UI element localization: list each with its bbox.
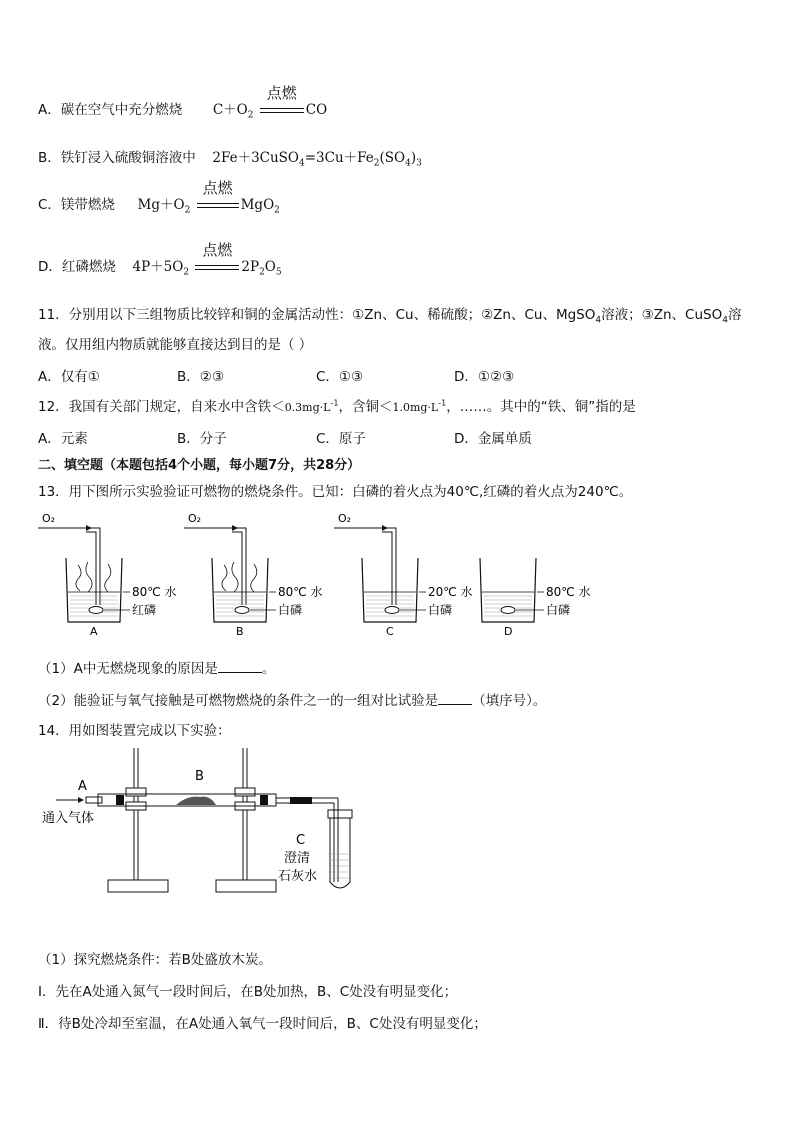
svg-text:80℃ 水: 80℃ 水: [546, 585, 591, 599]
answer-blank[interactable]: [218, 660, 262, 673]
svg-text:白磷: 白磷: [546, 603, 571, 617]
svg-text:红磷: 红磷: [132, 603, 157, 617]
o2-label: O₂: [42, 512, 56, 525]
q13-figure: [38, 510, 608, 640]
equation: $Mg+O_2$ 点燃 MgO$_2$: [137, 179, 280, 216]
q14-step1: Ⅰ．先在A处通入氮气一段时间后，在B处加热，B、C处没有明显变化；: [38, 984, 458, 1000]
answer-blank[interactable]: [438, 692, 472, 705]
equation: $C+O_2$ 点燃 CO: [212, 84, 328, 121]
q14-sub1: （1）探究燃烧条件：若B处盛放木炭。: [38, 952, 272, 968]
svg-text:白磷: 白磷: [428, 603, 453, 617]
svg-text:白磷: 白磷: [278, 603, 303, 617]
beaker-c: [334, 512, 473, 638]
svg-text:D: D: [504, 625, 513, 638]
svg-text:C: C: [296, 833, 306, 848]
svg-text:20℃ 水: 20℃ 水: [428, 585, 473, 599]
svg-text:80℃ 水: 80℃ 水: [278, 585, 323, 599]
question-11: 11．分别用以下三组物质比较锌和铜的金属活动性：①Zn、Cu、稀硫酸；②Zn、Cu、MgSO$_4$溶液；③Zn、CuSO$_4$溶: [38, 307, 742, 326]
q13-sub2: （2）能验证与氧气接触是可燃物燃烧的条件之一的一组对比试验是 （填序号）。: [38, 693, 547, 709]
svg-text:澄清: 澄清: [284, 851, 311, 866]
question-12: 12．我国有关部门规定，自来水中含铁$<0.3mg\cdot L^{-1}$，含铜$<1.0mg\cdot L^{-1}$，……。其中的“铁、铜”指的是: [38, 398, 636, 415]
option-11c: C．①③: [316, 369, 364, 385]
equation: $2Fe+3CuSO_4=3Cu+Fe_2(SO_4)_3$: [212, 150, 422, 169]
svg-text:C: C: [386, 625, 394, 638]
option-10b: B．铁钉浸入硫酸铜溶液中 $2Fe+3CuSO_4=3Cu+Fe_2(SO_4)_3$: [38, 150, 422, 169]
svg-text:O₂: O₂: [188, 512, 202, 525]
option-12a: A．元素: [38, 431, 88, 447]
svg-text:80℃ 水: 80℃ 水: [132, 585, 177, 599]
option-12b: B．分子: [177, 431, 227, 447]
condition-arrow: 点燃: [197, 197, 239, 213]
beaker-b: [184, 512, 323, 638]
option-11d: D．①②③: [454, 369, 515, 385]
svg-text:石灰水: 石灰水: [278, 869, 318, 884]
q14-step2: Ⅱ．待B处冷却至室温，在A处通入氧气一段时间后，B、C处没有明显变化；: [38, 1016, 487, 1032]
equation: $4P+5O_2$ 点燃 $2P_2O_5$: [132, 241, 282, 278]
condition-arrow: 点燃: [260, 102, 304, 118]
option-10d: D．红磷燃烧 $4P+5O_2$ 点燃 $2P_2O_5$: [38, 241, 282, 278]
beaker-d: [480, 558, 591, 638]
svg-text:B: B: [195, 769, 204, 784]
svg-text:A: A: [78, 779, 87, 794]
svg-text:通入气体: 通入气体: [42, 811, 95, 826]
option-10a: A．碳在空气中充分燃烧 $C+O_2$ 点燃 CO: [38, 84, 328, 121]
condition-arrow: 点燃: [195, 259, 239, 275]
question-13: 13．用下图所示实验验证可燃物的燃烧条件。已知：白磷的着火点为40℃,红磷的着火点为240℃。: [38, 484, 633, 500]
option-12c: C．原子: [316, 431, 366, 447]
option-11b: B．②③: [177, 369, 224, 385]
svg-text:B: B: [236, 625, 244, 638]
option-10c: C．镁带燃烧 $Mg+O_2$ 点燃 MgO$_2$: [38, 179, 280, 216]
question-14: 14．用如图装置完成以下实验：: [38, 723, 231, 739]
svg-text:A: A: [90, 625, 98, 638]
q14-figure: [38, 742, 368, 897]
section-title: 二、填空题（本题包括4个小题，每小题7分，共28分）: [38, 458, 361, 473]
option-12d: D．金属单质: [454, 431, 532, 447]
svg-text:O₂: O₂: [338, 512, 352, 525]
q13-sub1: （1）A中无燃烧现象的原因是 。: [38, 661, 276, 677]
beaker-a: [38, 512, 177, 638]
option-11a: A．仅有①: [38, 369, 100, 385]
question-11-line2: 液。仅用组内物质就能够直接达到目的是（ ）: [38, 337, 313, 353]
